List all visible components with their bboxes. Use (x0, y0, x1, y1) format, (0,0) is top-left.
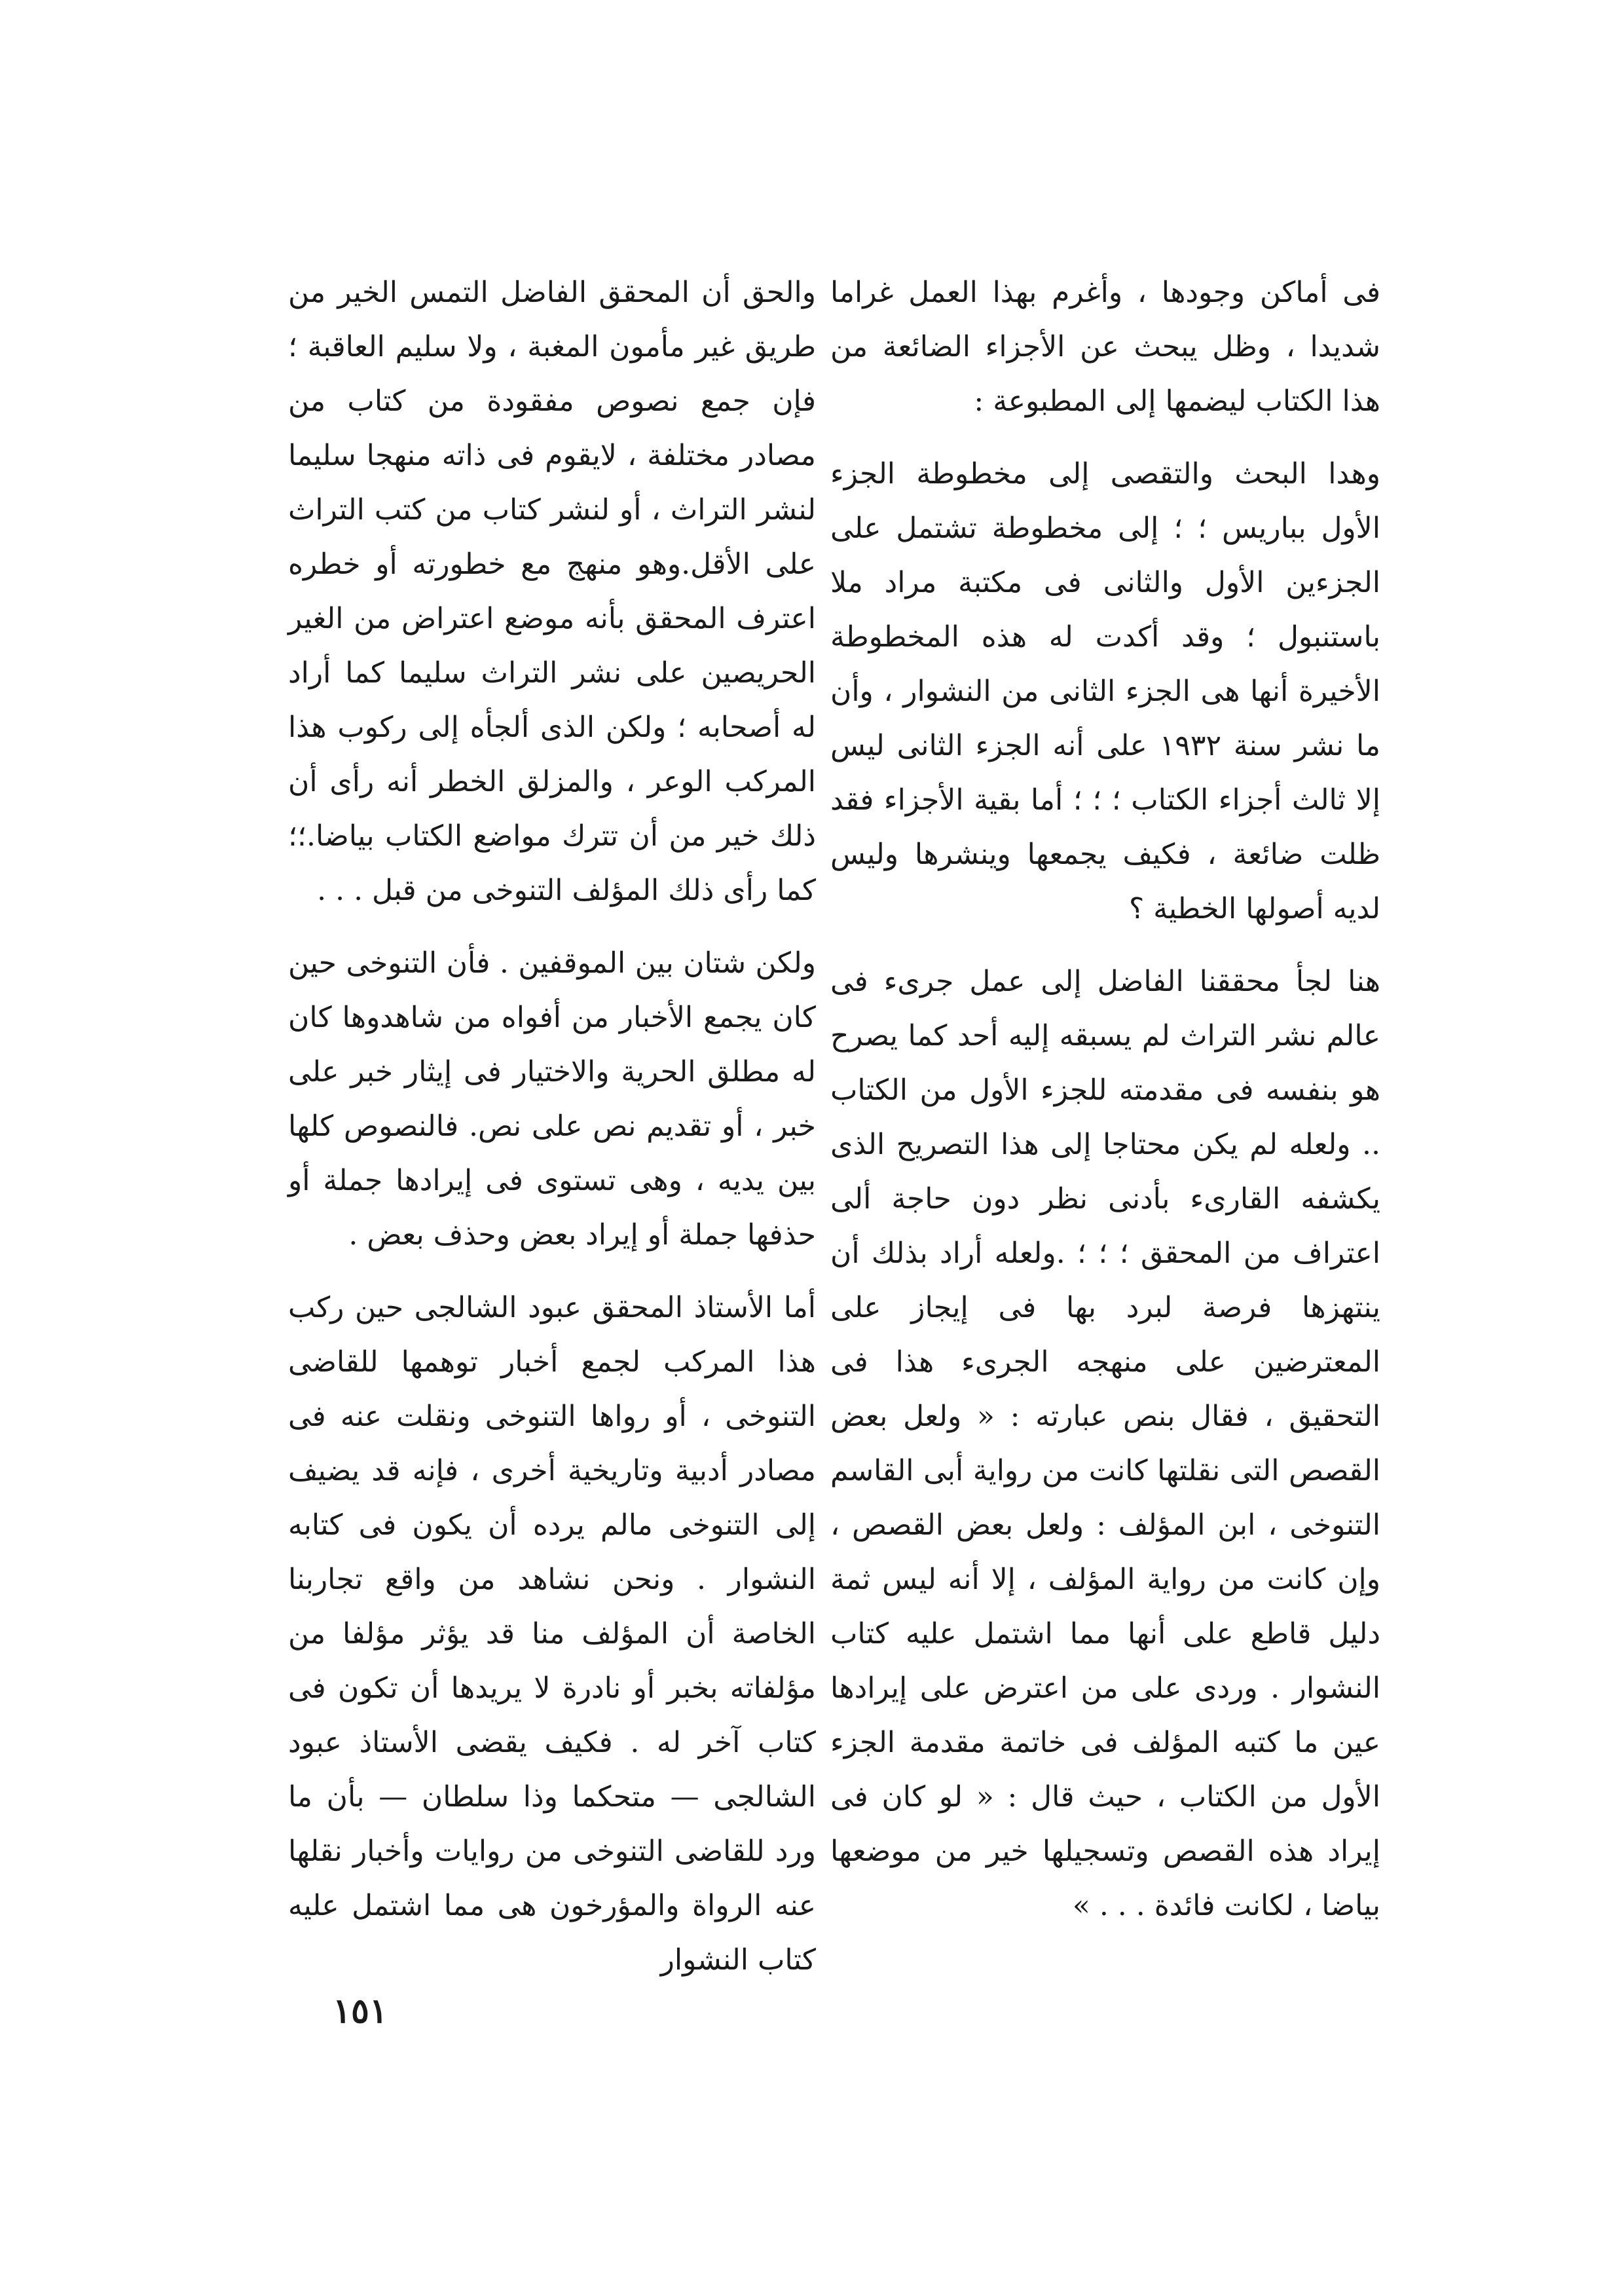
paragraph: وهدا البحث والتقصى إلى مخطوطة الجزء الأول بباريس ؛ ؛ إلى مخطوطة تشتمل على الجزءين الأول والثانى فى مكتبة مراد ملا باستنبول ؛ وقد أكدت له هذه المخطوطة الأخيرة أنها هى الجزء الثانى من النشوار ، وأن ما نشر سنة ١٩٣٢ على أنه الجزء الثانى ليس إلا ثالث أجزاء الكتاب ؛ ؛ ؛ أما بقية الأجزاء فقد ظلت ضائعة ، فكيف يجمعها وينشرها وليس لديه أصولها الخطية ؟ (830, 457, 1380, 925)
page-number: ١٥١ (333, 1991, 388, 2031)
right-text-column (830, 265, 1380, 1933)
paragraph: أما الأستاذ المحقق عبود الشالجى حين ركب هذا المركب لجمع أخبار توهمها للقاضى التنوخى ، أو رواها التنوخى ونقلت عنه فى مصادر أدبية وتاريخية أخرى ، فإنه قد يضيف إلى التنوخى مالم يرده أن يكون فى كتابه النشوار . ونحن نشاهد من واقع تجاربنا الخاصة أن المؤلف منا قد يؤثر مؤلفا من مؤلفاته بخبر أو نادرة لا يريدها أن تكون فى كتاب آخر له . فكيف يقضى الأستاذ عبود الشالجى — متحكما وذا سلطان — بأن ما ورد للقاضى التنوخى من روايات وأخبار نقلها عنه الرواة والمؤرخون هى مما اشتمل عليه كتاب النشوار (288, 1291, 816, 1977)
paragraph: هنا لجأ محققنا الفاضل إلى عمل جرىء فى عالم نشر التراث لم يسبقه إليه أحد كما يصرح هو بنفسه فى مقدمته للجزء الأول من الكتاب .. ولعله لم يكن محتاجا إلى هذا التصريح الذى يكشفه القارىء بأدنى نظر دون حاجة ألى اعتراف من المحقق ؛ ؛ ؛ .ولعله أراد بذلك أن ينتهزها فرصة لبرد بها فى إيجاز على المعترضين على منهجه الجرىء هذا فى التحقيق ، فقال بنص عبارته : « ولعل بعض القصص التى نقلتها كانت من رواية أبى القاسم التنوخى ، ابن المؤلف : ولعل بعض القصص ، وإن كانت من رواية المؤلف ، إلا أنه ليس ثمة دليل قاطع على أنها مما اشتمل عليه كتاب النشوار . وردى على من اعترض على إيرادها عين ما كتبه المؤلف فى خاتمة مقدمة الجزء الأول من الكتاب ، حيث قال : « لو كان فى إيراد هذه القصص وتسجيلها خير من موضعها بياضا ، لكانت فائدة . . . » (830, 965, 1380, 1922)
paragraph: والحق أن المحقق الفاضل التمس الخير من طريق غير مأمون المغبة ، ولا سليم العاقبة ؛ فإن جمع نصوص مفقودة من كتاب من مصادر مختلفة ، لايقوم فى ذاته منهجا سليما لنشر التراث ، أو لنشر كتاب من كتب التراث على الأقل.وهو منهج مع خطورته أو خطره اعترف المحقق بأنه موضع اعتراض من الغير الحريصين على نشر التراث سليما كما أراد له أصحابه ؛ ولكن الذى ألجأه إلى ركوب هذا المركب الوعر ، والمزلق الخطر أنه رأى أن ذلك خير من أن تترك مواضع الكتاب بياضا.؛؛ كما رأى ذلك المؤلف التنوخى من قبل . . . (288, 276, 816, 907)
left-text-column (288, 265, 816, 1987)
paragraph: فى أماكن وجودها ، وأغرم بهذا العمل غراما شديدا ، وظل يبحث عن الأجزاء الضائعة من هذا الكتاب ليضمها إلى المطبوعة : (830, 276, 1380, 418)
paragraph: ولكن شتان بين الموقفين . فأن التنوخى حين كان يجمع الأخبار من أفواه من شاهدوها كان له مطلق الحرية والاختيار فى إيثار خبر على خبر ، أو تقديم نص على نص. فالنصوص كلها بين يديه ، وهى تستوى فى إيرادها جملة أو حذفها جملة أو إيراد بعض وحذف بعض . (288, 946, 816, 1252)
